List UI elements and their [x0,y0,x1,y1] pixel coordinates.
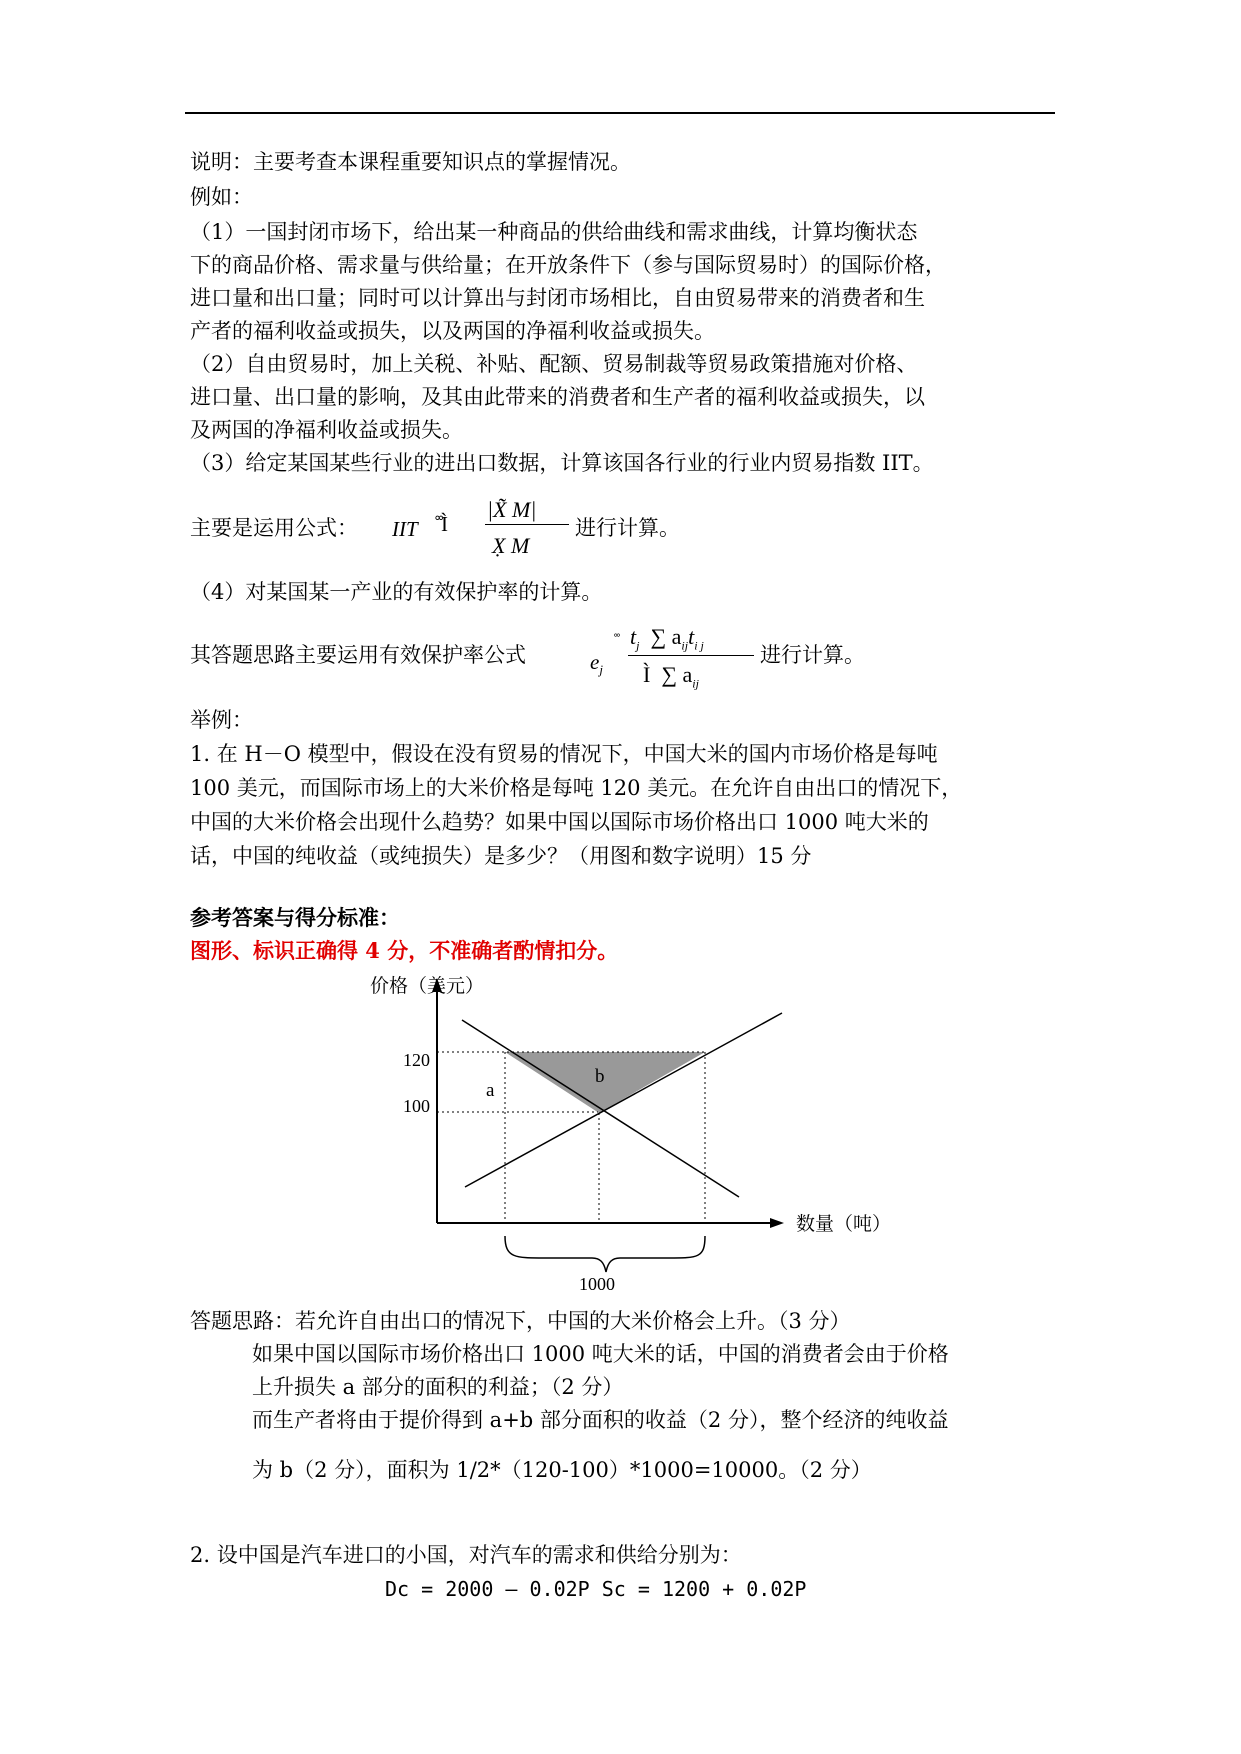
y-axis-label: 价格（美元） [370,976,485,997]
region-b-fill [505,1052,705,1113]
intro-example-label: 例如： [190,185,253,209]
quantity-brace [505,1236,705,1272]
p2-line-2: 进口量、出口量的影响，及其由此带来的消费者和生产者的福利收益或损失，以 [190,385,925,409]
p3-line: （3）给定某国某些行业的进出口数据，计算该国各行业的行业内贸易指数 IIT。 [190,451,934,475]
p1-line-3: 进口量和出口量；同时可以计算出与封闭市场相比，自由贸易带来的消费者和生 [190,286,925,310]
formula1-prefix: 主要是运用公式： [190,516,358,540]
tick-label-120: 120 [403,1050,430,1070]
q1-line-2: 100 美元，而国际市场上的大米价格是每吨 120 美元。在允许自由出口的情况下， [190,776,963,800]
q1-line-4: 话，中国的纯收益（或纯损失）是多少？（用图和数字说明）15 分 [190,844,812,868]
supply-curve [465,1013,782,1187]
answer-line-4: 而生产者将由于提价得到 a+b 部分面积的收益（2 分），整个经济的纯收益 [252,1408,949,1432]
p1-line-4: 产者的福利收益或损失，以及两国的净福利收益或损失。 [190,319,715,343]
tick-label-100: 100 [403,1096,430,1116]
p4-line: （4）对某国某一产业的有效保护率的计算。 [190,580,603,604]
formula2-prefix: 其答题思路主要运用有效保护率公式 [190,643,526,667]
intro-line: 说明：主要考查本课程重要知识点的掌握情况。 [190,150,631,174]
demand-curve [462,1020,739,1197]
formula2-numerator: $t_j$ ∑ $a_{ij}t_{i j}$ [630,624,704,653]
answer-heading: 参考答案与得分标准： [190,905,400,930]
x-axis-arrowhead [770,1218,784,1228]
answer-line-3: 上升损失 a 部分的面积的利益；（2 分） [252,1375,624,1399]
formula1-eq: ˚̊Ì [434,512,448,536]
region-b-label: b [595,1066,605,1087]
p1-line-1: （1）一国封闭市场下，给出某一种商品的供给曲线和需求曲线，计算均衡状态 [190,220,918,244]
p1-line-2: 下的商品价格、需求量与供给量；在开放条件下（参与国际贸易时）的国际价格， [190,253,946,277]
p2-line-1: （2）自由贸易时，加上关税、补贴、配额、贸易制裁等贸易政策措施对价格、 [190,352,918,376]
p2-line-3: 及两国的净福利收益或损失。 [190,418,463,442]
formula2-eq: ˚̊ [613,632,619,649]
formula2-lhs: $e_j$ [590,650,603,678]
formula1-numerator: |X̃ M| [487,497,537,522]
formula1-lhs: IIT [392,517,418,541]
answer-line-5: 为 b（2 分），面积为 1/2*（120-100）*1000=10000。（2 分） [252,1458,872,1482]
x-axis-label: 数量（吨） [796,1214,892,1235]
formula2-suffix: 进行计算。 [760,643,865,667]
example-heading: 举例： [190,708,253,732]
region-a-label: a [486,1080,495,1101]
q2-equations: Dc = 2000 – 0.02P Sc = 1200 + 0.02P [385,1577,807,1601]
scoring-note: 图形、标识正确得 4 分，不准确者酌情扣分。 [190,938,619,963]
q1-line-3: 中国的大米价格会出现什么趋势？如果中国以国际市场价格出口 1000 吨大米的 [190,810,929,834]
formula2-denominator: Ì ∑ $a_{ij}$ [643,662,699,691]
formula1-denominator: X̣ M [492,533,530,558]
q2-line-1: 2. 设中国是汽车进口的小国，对汽车的需求和供给分别为： [190,1543,742,1567]
q1-line-1: 1. 在 H－O 模型中，假设在没有贸易的情况下，中国大米的国内市场价格是每吨 [190,742,938,766]
answer-line-2: 如果中国以国际市场价格出口 1000 吨大米的话，中国的消费者会由于价格 [252,1342,949,1366]
answer-line-1: 答题思路：若允许自由出口的情况下，中国的大米价格会上升。（3 分） [190,1309,851,1333]
formula1-suffix: 进行计算。 [575,516,680,540]
brace-label: 1000 [579,1274,615,1294]
